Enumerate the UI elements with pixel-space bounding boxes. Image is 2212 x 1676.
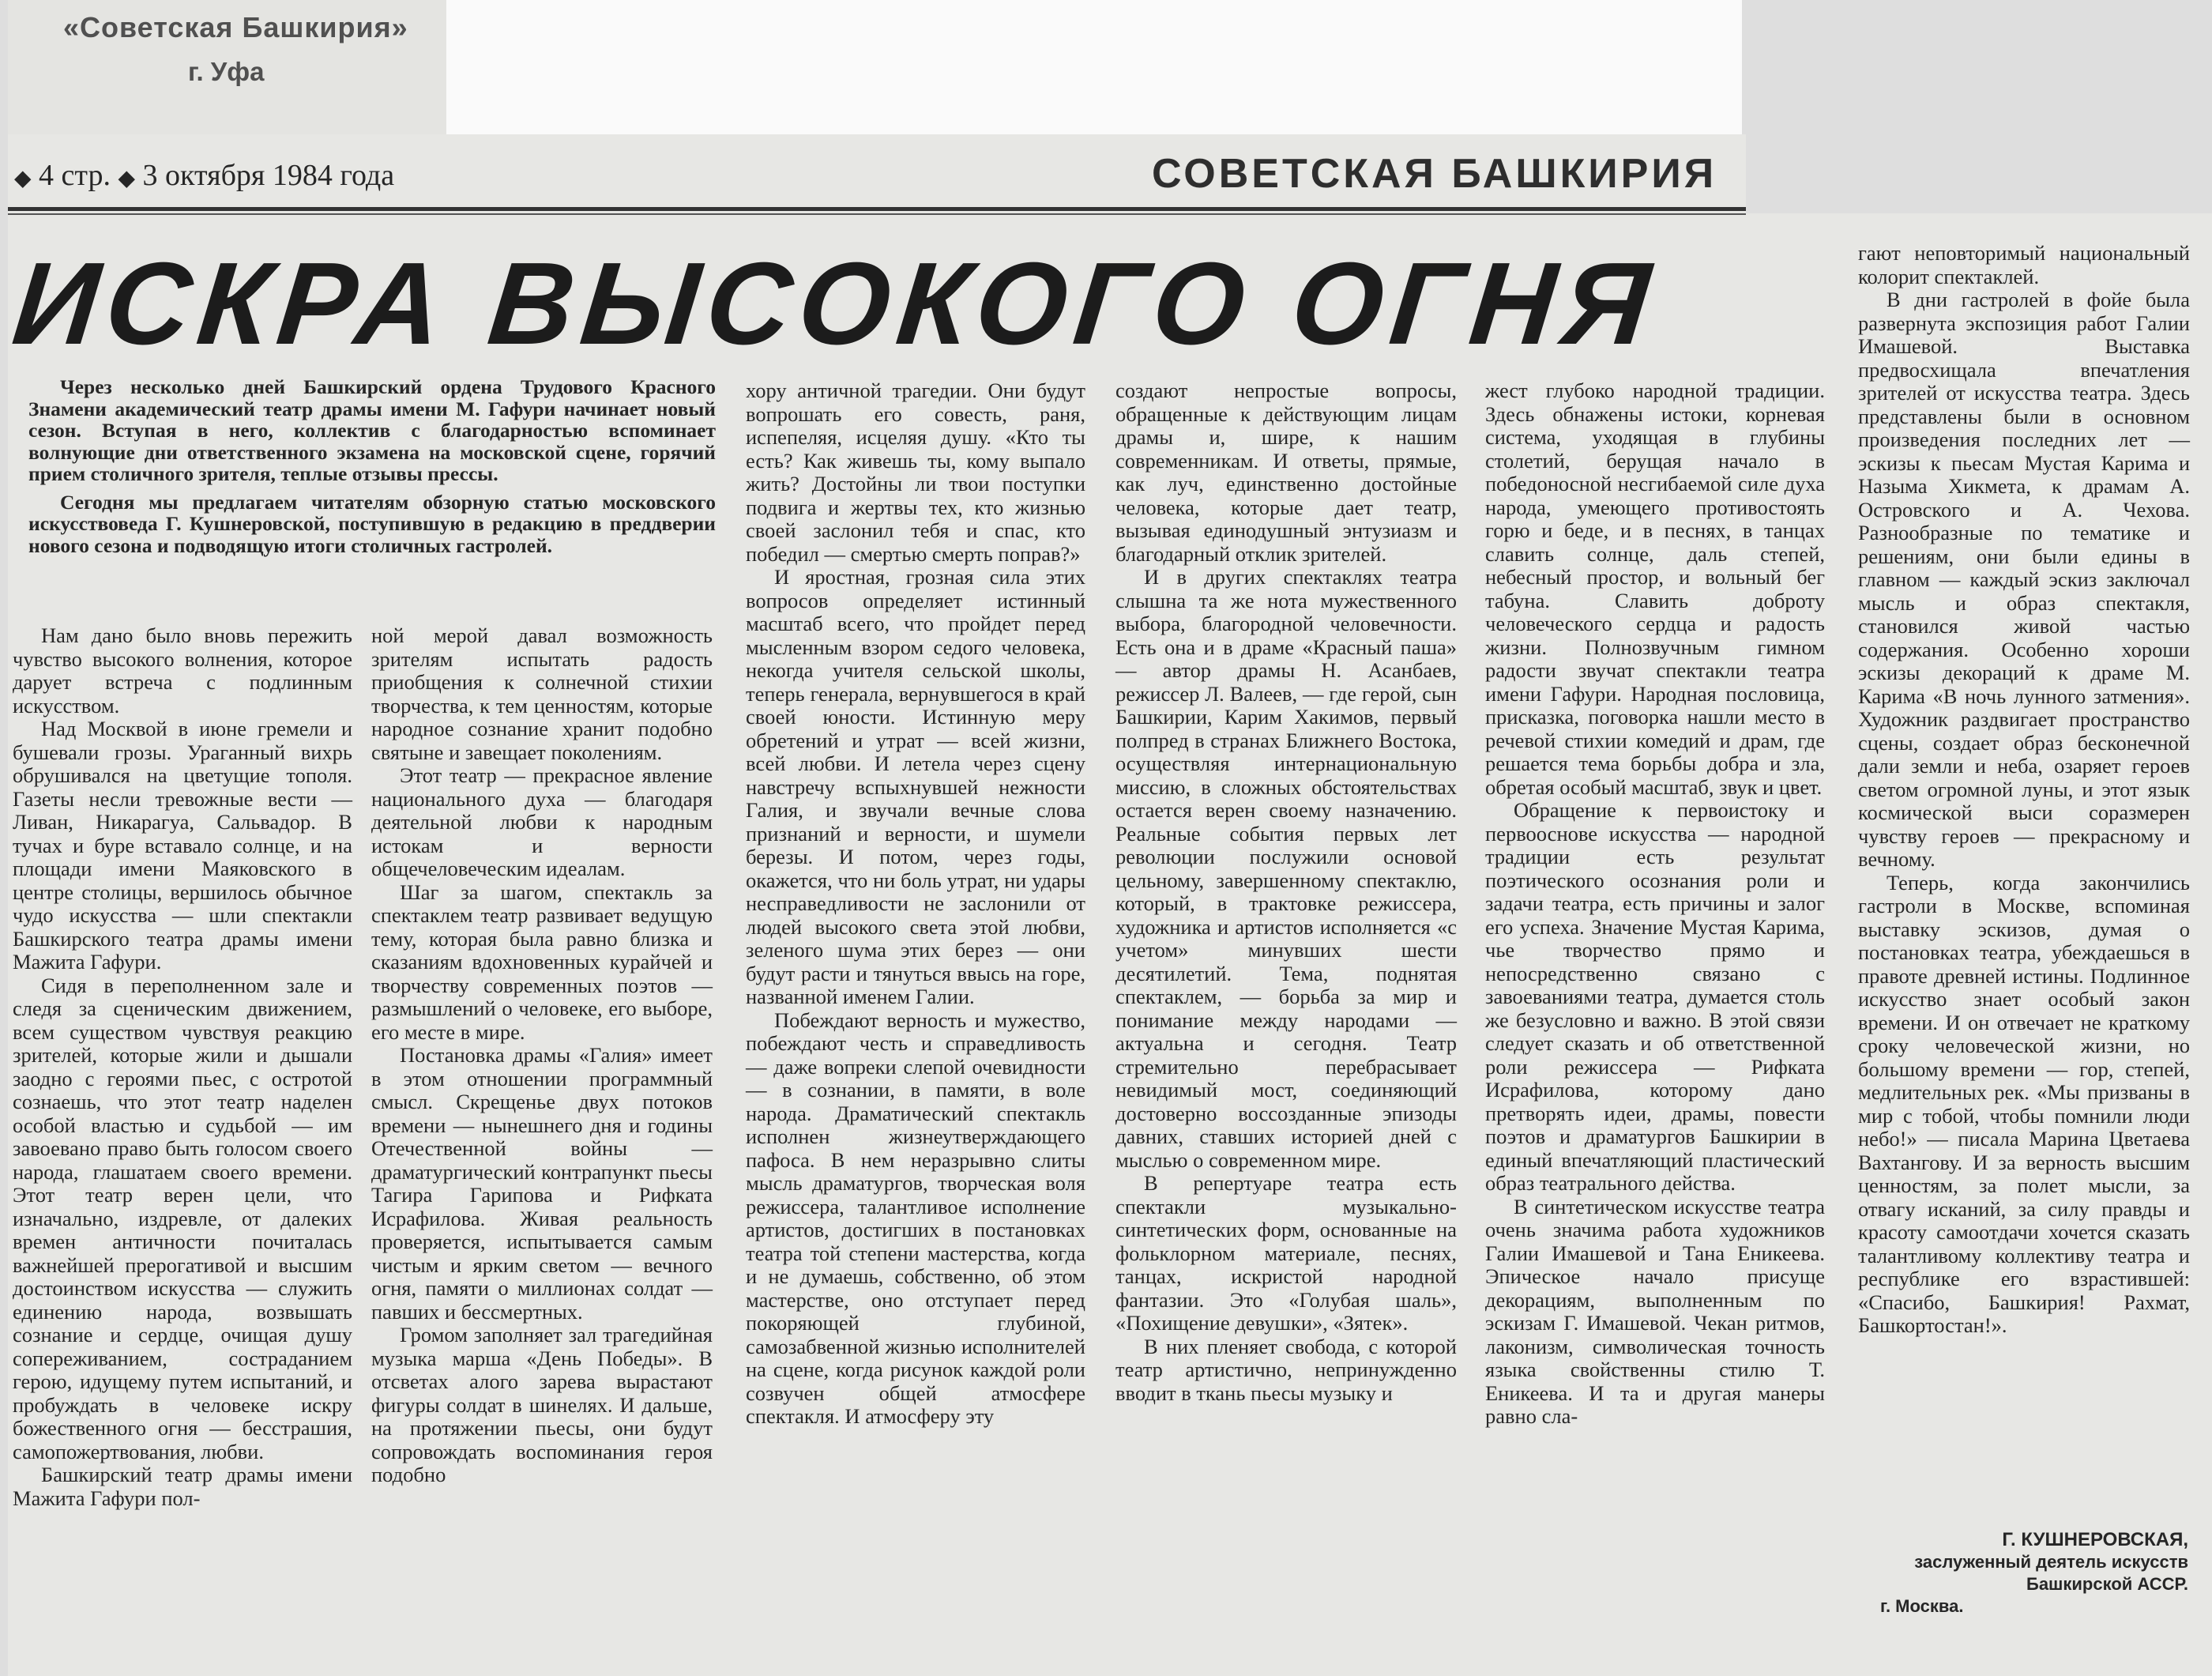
stamp-paper-name: «Советская Башкирия» [63, 11, 408, 43]
article-column-4 [1115, 379, 1457, 1405]
paragraph: В дни гастролей в фойе была развернута экспозиция работ Галии Имашевой. Выставка предвосхищала впечатления зрителей от искусства театра. Здесь представлены были в основном произведения последних лет — эскизы к пьесам Мустая Карима и Назыма Хикмета, к драмам А. Островского и А. Чехова. Разнообразные по тематике и решениям, они были едины в главном — каждый эскиз заключал мысль и образ спектакля, становился живой частью содержания. Особенно хороши эскизы декораций к драме М. Карима «В ночь лунного затмения». Художник раздвигает пространство сцены, создает образ бесконечной дали земли и неба, озаряет героев светом огромной луны, и этот язык космической выси соразмерен чувству героев — прекрасному и вечному. [1858, 288, 2190, 871]
paragraph: создают непростые вопросы, обращенные к действующим лицам драмы и, шире, к нашим современникам. И ответы, прямые, как луч, единственно достойные человека, которые дает театр, вызывая единодушный энтузиазм и благодарный отклик зрителей. [1115, 379, 1457, 566]
paragraph: гают неповторимый национальный колорит спектаклей. [1858, 241, 2190, 288]
author-signature [1856, 1529, 2188, 1618]
page-number: 4 стр. [39, 159, 111, 192]
paragraph: И яростная, грозная сила этих вопросов определяет истинный масштаб всего, что пройдет перед мысленным взором седого человека, некогда учителя сельской школы, теперь генерала, вернувшегося в край своей юности. Истинную меру обретений и утрат — всей жизни, всей любви. И летела через сцену навстречу вспыхнувшей нежности Галия, и звучали вечные слова признаний и верности, и шумели березы. И потом, через годы, окажется, что ни боль утрат, ни удары несправедливости не заслонили от людей высокого света этой любви, зеленого шума этих берез — они будут расти и тянуться ввысь на горе, названной именем Галии. [746, 565, 1085, 1008]
paragraph: Обращение к первоистоку и первооснове искусства — народной традиции есть результат поэтического осознания роли и задачи театра, есть причины и залог его успеха. Значение Мустая Карима, чье творчество прямо и непосредственно связано с завоеваниями театра, думается столь же безусловно и важно. В этой связи следует сказать и об ответственной роли режиссера — Рифката Исрафилова, которому дано претворять идеи, драмы, повести поэтов и драматургов Башкирии в единый впечатляющий пластический образ театрального действа. [1485, 798, 1825, 1195]
masthead: СОВЕТСКАЯ БАШКИРИЯ [1152, 151, 1717, 197]
blank-area [446, 0, 1742, 134]
diamond-icon: ◆ [14, 166, 32, 191]
issue-date: 3 октября 1984 года [142, 159, 395, 192]
paragraph: жест глубоко народной традиции. Здесь обнажены истоки, корневая система, уходящая в глубины столетий, берущая начало в победоносной несгибаемой силе духа народа, умеющего противостоять горю и беде, и в песнях, в танцах славить солнце, даль степей, небесный простор, и вольный бег табуна. Славить доброту человеческого сердца и радость жизни. Полнозвучным гимном радости звучат спектакли театра имени Гафури. Народная пословица, присказка, поговорка нашли место в речевой стихии комедий и драм, где решается тема борьбы добра и зла, обретая особый масштаб, звук и цвет. [1485, 379, 1825, 799]
header-rule [8, 207, 1746, 211]
paragraph: ной мерой давал возможность зрителям испытать радость приобщения к солнечной стихии творчества, к тем ценностям, которые народное сознание хранит подобно святыне и завещает поколениям. [371, 623, 713, 764]
paragraph: Шаг за шагом, спектакль за спектаклем театр развивает ведущую тему, которая была равно близка и сказаниям вдохновенных курайчей и творчеству современных поэтов — размышлений о человеке, его выборе, его месте в мире. [371, 879, 713, 1044]
lead-paragraph: Через несколько дней Башкирский ордена Трудового Красного Знамени академический театр драмы имени М. Гафури начинает новый сезон. Вступая в него, коллектив с благодарностью вспоминает волнующие дни ответственного экзамена на московской сцене, горячий прием столичного зрителя, теплые отзывы прессы. [28, 375, 716, 485]
paragraph: Над Москвой в июне гремели и бушевали грозы. Ураганный вихрь обрушивался на цветущие тополя. Газеты несли тревожные вести — Ливан, Никарагуа, Сальвадор. В тучах и буре вставало солнце, и на площади имени Маяковского в центре столицы, вершилось обычное чудо искусства — шли спектакли Башкирского театра драмы имени Мажита Гафури. [13, 717, 352, 974]
author-city: г. Москва. [1880, 1596, 1964, 1616]
diamond-icon: ◆ [118, 166, 136, 191]
lead-paragraphs [28, 376, 716, 563]
paragraph: Этот театр — прекрасное явление национального духа — благодаря деятельной любви к народным истокам и верности общечеловеческим идеалам. [371, 763, 713, 880]
paragraph: В репертуаре театра есть спектакли музыкально-синтетических форм, основанные на фольклорном материале, песнях, танцах, искристой народной фантазии. Это «Голубая шаль», «Похищение девушки», «Зятек». [1115, 1171, 1457, 1335]
stamp-city: г. Уфа [188, 57, 265, 86]
author-name: Г. КУШНЕРОВСКАЯ, [2002, 1529, 2188, 1550]
paragraph: И в других спектаклях театра слышна та же нота мужественного выбора, благородной человечности. Есть она и в драме «Красный паша» — автор драмы Н. Асанбаев, режиссер Л. Валеев, — где герой, сын Башкирии, Карим Хакимов, первый полпред в странах Ближнего Востока, осуществляя интернациональную миссию, в сложных обстоятельствах остается верен своему назначению. Реальные события первых лет революции послужили основой цельному, завершенному спектаклю, который, в трактовке режиссера, художника и артистов исполняется «с учетом» минувших шести десятилетий. Тема, поднятая спектаклем, — борьба за мир и понимание между народами — актуальна и сегодня. Театр стремительно перебрасывает невидимый мост, соединяющий достоверно воссозданные эпизоды давних, ставших историей дней с мыслью о современном мире. [1115, 565, 1457, 1172]
article-column-5 [1485, 379, 1825, 1429]
article-column-2 [371, 624, 713, 1487]
lead-paragraph: Сегодня мы предлагаем читателям обзорную статью московского искусствоведа Г. Кушнеровской, поступившую в редакцию в преддверии нового сезона и подводящую итоги столичных гастролей. [28, 490, 716, 557]
article-column-3 [746, 379, 1085, 1429]
headline: ИСКРА ВЫСОКОГО ОГНЯ [7, 239, 1664, 369]
paragraph: В синтетическом искусстве театра очень значима работа художников Галии Имашевой и Тана Еникеева. Эпическое начало присуще декорациям, выполненным по эскизам Г. Имашевой. Чекан ритмов, лаконизм, символическая точность языка свойственны стилю Т. Еникеева. И та и другая манеры равно сла- [1485, 1194, 1825, 1428]
article-column-1 [13, 624, 352, 1510]
paragraph: В них пленяет свобода, с которой театр артистично, непринужденно вводит в ткань пьесы музыку и [1115, 1334, 1457, 1405]
paragraph: хору античной трагедии. Они будут вопрошать его совесть, раня, испепеляя, исцеляя душу. «Кто ты есть? Как живешь ты, кому выпало жить? Достойны ли твои поступки подвига и жертвы тех, кто жизнью своей заслонил тебя и спас, кто победил — смертью смерть поправ?» [746, 379, 1085, 566]
paragraph: Теперь, когда закончились гастроли в Москве, вспоминая выставку эскизов, думая о постановках театра, убеждаешься в правоте древней истины. Подлинное искусство знает особый закон времени. И он отвечает не краткому сроку человеческой жизни, но большому времени — гор, степей, медлительных рек. «Мы призваны в мир с тобой, чтобы помнили люди небо!» — писала Марина Цветаева Вахтангову. И за верность высшим ценностям, за полет мысли, за отвагу исканий, за силу правды и красоту самоотдачи хочется сказать талантливому коллективу театра и республике его взрастившей: «Спасибо, Башкирия! Рахмат, Башкортостан!». [1858, 870, 2190, 1337]
paragraph: Башкирский театр драмы имени Мажита Гафури пол- [13, 1463, 352, 1510]
author-title: заслуженный деятель искусств Башкирской АССР. [1914, 1552, 2188, 1594]
paragraph: Побеждают верность и мужество, побеждают честь и справедливость — даже вопреки слепой очевидности — в сознании, в памяти, в воле народа. Драматический спектакль исполнен жизнеутверждающего пафоса. В нем неразрывно слиты мысль драматургов, творческая воля режиссера, талантливое исполнение артистов, достигших в постановках театра той степени мастерства, когда и не думаешь, собственно, об этом мастерстве, оно отступает перед покоряющей глубиной, самозабвенной жизнью исполнителей на сцене, когда рисунок каждой роли созвучен общей атмосфере спектакля. И атмосферу эту [746, 1007, 1085, 1428]
article-column-6 [1858, 242, 2190, 1338]
paragraph: Нам дано было вновь пережить чувство высокого волнения, которое дарует встреча с подлинным искусством. [13, 623, 352, 717]
paragraph: Постановка драмы «Галия» имеет в этом отношении программный смысл. Скрещенье двух потоков времени — нынешнего дня и годины Отечественной войны — драматургический контрапункт пьесы Тагира Гарипова и Рифката Исрафилова. Живая реальность проверяется, испытывается самым чистым и ярким светом — вечного огня, памяти о миллионах солдат — павших и бессмертных. [371, 1043, 713, 1324]
header-rule-thin [8, 213, 1746, 215]
paragraph: Сидя в переполненном зале и следя за сценическим движением, всем существом чувствуя реакцию зрителей, которые жили и дышали заодно с героями пьес, с остротой сознаешь, что этот театр наделен особой властью и судьбой — им завоевано право быть голосом своего народа, глашатаем своего времени. Этот театр верен цели, что изначально, издревле, от далеких времен античности почиталась важнейшей прерогативой и высшим достоинством искусства — служить единению народа, возвышать сознание и сердце, очищая душу сопереживанием, состраданием герою, идущему путем испытаний, и пробуждать в человеке искру божественного огня — бесстрашия, самопожертвования, любви. [13, 973, 352, 1463]
dateline [14, 158, 394, 193]
paragraph: Громом заполняет зал трагедийная музыка марша «День Победы». В отсветах алого зарева вырастают фигуры солдат в шинелях. И дальше, на протяжении пьесы, они будут сопровождать воспоминания героя подобно [371, 1323, 713, 1486]
